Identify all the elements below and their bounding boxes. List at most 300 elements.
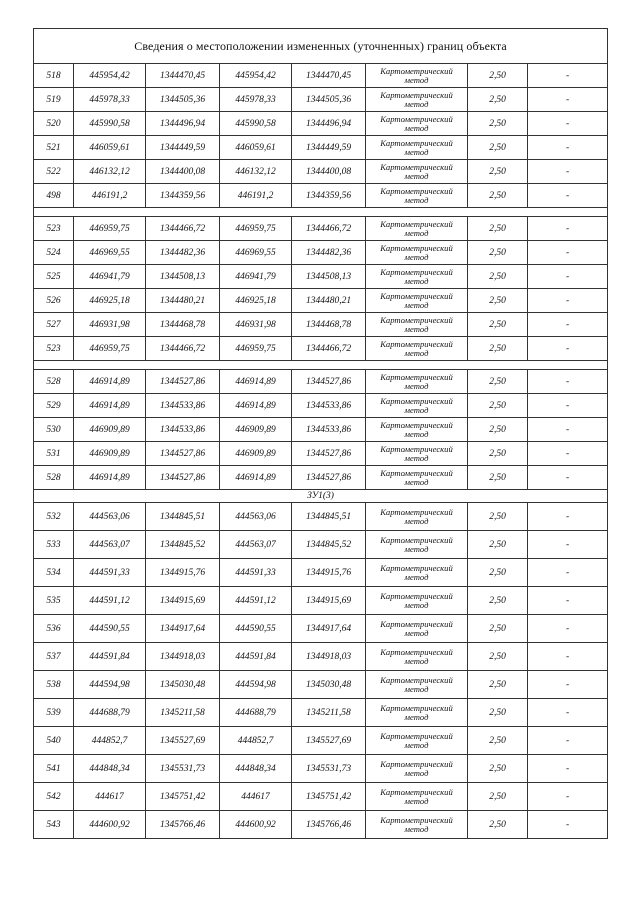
cell-x2: 446909,89	[220, 418, 292, 442]
cell-x2: 444852,7	[220, 727, 292, 755]
method-line-2: метод	[404, 452, 429, 463]
table-row	[34, 370, 608, 394]
cell-y1: 1344533,86	[146, 394, 220, 418]
cell-method	[366, 615, 468, 643]
cell-y2: 1344527,86	[292, 442, 366, 466]
cell-x2: 446059,61	[220, 136, 292, 160]
cell-x2: 446132,12	[220, 160, 292, 184]
method-line-1: Картометрический	[380, 395, 453, 406]
cell-d: -	[528, 160, 608, 184]
cell-x1: 444591,33	[74, 559, 146, 587]
cell-d: -	[528, 289, 608, 313]
cell-method	[366, 783, 468, 811]
method-line-1: Картометрический	[380, 185, 453, 196]
cell-y1: 1344466,72	[146, 337, 220, 361]
method-line-2: метод	[404, 599, 429, 610]
method-line-1: Картометрический	[380, 562, 453, 573]
cell-method	[366, 755, 468, 783]
table-row	[34, 112, 608, 136]
cell-method	[366, 289, 468, 313]
cell-y1: 1344508,13	[146, 265, 220, 289]
cell-n: 542	[34, 783, 74, 811]
cell-x1: 444848,34	[74, 755, 146, 783]
table-row	[34, 64, 608, 88]
cell-d: -	[528, 503, 608, 531]
cell-method	[366, 112, 468, 136]
table-row	[34, 136, 608, 160]
method-line-2: метод	[404, 74, 429, 85]
cell-n: 529	[34, 394, 74, 418]
cell-y2: 1344480,21	[292, 289, 366, 313]
cell-d: -	[528, 466, 608, 490]
cell-n: 539	[34, 699, 74, 727]
cell-x1: 446914,89	[74, 466, 146, 490]
cell-x2: 446925,18	[220, 289, 292, 313]
cell-x1: 446059,61	[74, 136, 146, 160]
cell-x1: 445954,42	[74, 64, 146, 88]
cell-x1: 444617	[74, 783, 146, 811]
table-row	[34, 241, 608, 265]
cell-x2: 445978,33	[220, 88, 292, 112]
cell-n: 532	[34, 503, 74, 531]
cell-method	[366, 64, 468, 88]
method-line-2: метод	[404, 683, 429, 694]
method-line-2: метод	[404, 739, 429, 750]
cell-n: 538	[34, 671, 74, 699]
cell-d: -	[528, 88, 608, 112]
cell-y1: 1345751,42	[146, 783, 220, 811]
cell-x2: 446914,89	[220, 466, 292, 490]
cell-mt: 2,50	[468, 184, 528, 208]
method-line-1: Картометрический	[380, 419, 453, 430]
cell-method	[366, 160, 468, 184]
cell-n: 522	[34, 160, 74, 184]
cell-y1: 1345030,48	[146, 671, 220, 699]
table-row	[34, 418, 608, 442]
cell-y1: 1345531,73	[146, 755, 220, 783]
cell-x2: 444590,55	[220, 615, 292, 643]
cell-x1: 444590,55	[74, 615, 146, 643]
cell-y1: 1344466,72	[146, 217, 220, 241]
table-row	[34, 783, 608, 811]
cell-method	[366, 811, 468, 839]
cell-y1: 1344918,03	[146, 643, 220, 671]
cell-x1: 446909,89	[74, 442, 146, 466]
cell-mt: 2,50	[468, 370, 528, 394]
cell-mt: 2,50	[468, 160, 528, 184]
cell-mt: 2,50	[468, 783, 528, 811]
cell-mt: 2,50	[468, 755, 528, 783]
cell-mt: 2,50	[468, 727, 528, 755]
cell-method	[366, 136, 468, 160]
cell-x2: 446959,75	[220, 337, 292, 361]
cell-method	[366, 88, 468, 112]
cell-x2: 446959,75	[220, 217, 292, 241]
cell-mt: 2,50	[468, 699, 528, 727]
method-line-2: метод	[404, 655, 429, 666]
cell-y1: 1344482,36	[146, 241, 220, 265]
method-line-2: метод	[404, 404, 429, 415]
document-sheet	[33, 28, 607, 839]
method-line-2: метод	[404, 251, 429, 262]
table-row	[34, 394, 608, 418]
cell-y1: 1344533,86	[146, 418, 220, 442]
method-line-2: метод	[404, 795, 429, 806]
method-line-1: Картометрический	[380, 674, 453, 685]
cell-n: 525	[34, 265, 74, 289]
cell-y2: 1344917,64	[292, 615, 366, 643]
method-line-2: метод	[404, 323, 429, 334]
cell-method	[366, 217, 468, 241]
cell-method	[366, 503, 468, 531]
method-line-1: Картометрический	[380, 338, 453, 349]
cell-y2: 1344533,86	[292, 418, 366, 442]
cell-d: -	[528, 727, 608, 755]
cell-mt: 2,50	[468, 615, 528, 643]
cell-method	[366, 265, 468, 289]
cell-method	[366, 418, 468, 442]
method-line-1: Картометрический	[380, 506, 453, 517]
method-line-1: Картометрический	[380, 266, 453, 277]
cell-y1: 1344505,36	[146, 88, 220, 112]
table-row	[34, 559, 608, 587]
cell-d: -	[528, 442, 608, 466]
cell-mt: 2,50	[468, 531, 528, 559]
cell-n: 524	[34, 241, 74, 265]
cell-x1: 446925,18	[74, 289, 146, 313]
method-line-2: метод	[404, 823, 429, 834]
cell-y1: 1345527,69	[146, 727, 220, 755]
cell-n: 537	[34, 643, 74, 671]
method-line-2: метод	[404, 347, 429, 358]
table-row	[34, 337, 608, 361]
cell-n: 526	[34, 289, 74, 313]
cell-mt: 2,50	[468, 811, 528, 839]
table-row	[34, 531, 608, 559]
cell-y1: 1344845,52	[146, 531, 220, 559]
cell-method	[366, 394, 468, 418]
cell-x1: 444852,7	[74, 727, 146, 755]
cell-y2: 1344466,72	[292, 337, 366, 361]
cell-n: 528	[34, 370, 74, 394]
zone-label-row	[34, 490, 608, 503]
title-row	[34, 29, 608, 64]
method-line-2: метод	[404, 571, 429, 582]
cell-x1: 446959,75	[74, 337, 146, 361]
cell-mt: 2,50	[468, 394, 528, 418]
cell-mt: 2,50	[468, 466, 528, 490]
cell-y1: 1344845,51	[146, 503, 220, 531]
cell-d: -	[528, 418, 608, 442]
cell-mt: 2,50	[468, 88, 528, 112]
cell-mt: 2,50	[468, 442, 528, 466]
cell-d: -	[528, 265, 608, 289]
cell-y2: 1344466,72	[292, 217, 366, 241]
cell-d: -	[528, 559, 608, 587]
cell-x2: 444617	[220, 783, 292, 811]
cell-x2: 444591,84	[220, 643, 292, 671]
cell-d: -	[528, 755, 608, 783]
cell-method	[366, 241, 468, 265]
method-line-1: Картометрический	[380, 290, 453, 301]
cell-y1: 1345766,46	[146, 811, 220, 839]
cell-method	[366, 559, 468, 587]
cell-method	[366, 587, 468, 615]
method-line-2: метод	[404, 98, 429, 109]
method-line-1: Картометрический	[380, 89, 453, 100]
cell-method	[366, 727, 468, 755]
cell-y2: 1344915,76	[292, 559, 366, 587]
method-line-1: Картометрический	[380, 758, 453, 769]
cell-x2: 446931,98	[220, 313, 292, 337]
cell-mt: 2,50	[468, 587, 528, 615]
cell-x1: 446191,2	[74, 184, 146, 208]
cell-x2: 445990,58	[220, 112, 292, 136]
table-title: Сведения о местоположении измененных (уточненных) границ объекта	[34, 29, 608, 64]
method-line-1: Картометрический	[380, 65, 453, 76]
cell-x1: 446909,89	[74, 418, 146, 442]
cell-y2: 1344359,56	[292, 184, 366, 208]
table-row	[34, 313, 608, 337]
cell-y2: 1345531,73	[292, 755, 366, 783]
cell-x1: 444563,07	[74, 531, 146, 559]
table-row	[34, 727, 608, 755]
cell-y2: 1345211,58	[292, 699, 366, 727]
cell-d: -	[528, 394, 608, 418]
cell-x2: 444848,34	[220, 755, 292, 783]
table-row	[34, 265, 608, 289]
method-line-1: Картометрический	[380, 443, 453, 454]
cell-method	[366, 643, 468, 671]
table-row	[34, 88, 608, 112]
table-row	[34, 643, 608, 671]
method-line-1: Картометрический	[380, 113, 453, 124]
cell-y2: 1344918,03	[292, 643, 366, 671]
cell-y1: 1344449,59	[146, 136, 220, 160]
cell-x2: 444591,33	[220, 559, 292, 587]
cell-x1: 446941,79	[74, 265, 146, 289]
cell-mt: 2,50	[468, 418, 528, 442]
method-line-2: метод	[404, 380, 429, 391]
cell-d: -	[528, 783, 608, 811]
cell-x1: 446132,12	[74, 160, 146, 184]
cell-method	[366, 184, 468, 208]
cell-d: -	[528, 615, 608, 643]
cell-n: 520	[34, 112, 74, 136]
cell-n: 521	[34, 136, 74, 160]
cell-y2: 1344449,59	[292, 136, 366, 160]
method-line-2: метод	[404, 627, 429, 638]
cell-y2: 1344400,08	[292, 160, 366, 184]
method-line-1: Картометрический	[380, 590, 453, 601]
cell-x1: 444563,06	[74, 503, 146, 531]
cell-method	[366, 531, 468, 559]
cell-mt: 2,50	[468, 289, 528, 313]
method-line-2: метод	[404, 122, 429, 133]
cell-x1: 446914,89	[74, 394, 146, 418]
cell-d: -	[528, 643, 608, 671]
cell-y2: 1344505,36	[292, 88, 366, 112]
cell-mt: 2,50	[468, 503, 528, 531]
cell-y2: 1344845,52	[292, 531, 366, 559]
cell-y1: 1344359,56	[146, 184, 220, 208]
cell-n: 528	[34, 466, 74, 490]
cell-method	[366, 442, 468, 466]
table-row	[34, 755, 608, 783]
cell-n: 534	[34, 559, 74, 587]
cell-mt: 2,50	[468, 112, 528, 136]
cell-mt: 2,50	[468, 671, 528, 699]
cell-n: 530	[34, 418, 74, 442]
cell-mt: 2,50	[468, 64, 528, 88]
cell-x1: 445990,58	[74, 112, 146, 136]
table-row	[34, 217, 608, 241]
cell-mt: 2,50	[468, 559, 528, 587]
cell-d: -	[528, 64, 608, 88]
method-line-1: Картометрический	[380, 702, 453, 713]
cell-d: -	[528, 587, 608, 615]
cell-x1: 444591,12	[74, 587, 146, 615]
table-body	[34, 29, 608, 839]
method-line-1: Картометрический	[380, 161, 453, 172]
cell-x2: 446914,89	[220, 394, 292, 418]
table-row	[34, 160, 608, 184]
cell-n: 535	[34, 587, 74, 615]
cell-d: -	[528, 531, 608, 559]
method-line-1: Картометрический	[380, 618, 453, 629]
cell-d: -	[528, 217, 608, 241]
cell-x2: 446914,89	[220, 370, 292, 394]
cell-x2: 444688,79	[220, 699, 292, 727]
table-row	[34, 587, 608, 615]
method-line-1: Картометрический	[380, 786, 453, 797]
separator-cell	[34, 208, 608, 217]
cell-n: 518	[34, 64, 74, 88]
method-line-1: Картометрический	[380, 534, 453, 545]
cell-n: 523	[34, 217, 74, 241]
cell-x1: 444688,79	[74, 699, 146, 727]
cell-n: 498	[34, 184, 74, 208]
cell-mt: 2,50	[468, 265, 528, 289]
cell-x2: 444563,07	[220, 531, 292, 559]
cell-d: -	[528, 337, 608, 361]
cell-method	[366, 337, 468, 361]
cell-x2: 446909,89	[220, 442, 292, 466]
cell-y1: 1344400,08	[146, 160, 220, 184]
cell-y1: 1344527,86	[146, 466, 220, 490]
cell-x1: 446959,75	[74, 217, 146, 241]
cell-x1: 444594,98	[74, 671, 146, 699]
method-line-1: Картометрический	[380, 242, 453, 253]
cell-n: 543	[34, 811, 74, 839]
method-line-2: метод	[404, 170, 429, 181]
cell-y2: 1344470,45	[292, 64, 366, 88]
cell-x1: 445978,33	[74, 88, 146, 112]
cell-d: -	[528, 811, 608, 839]
cell-x2: 444563,06	[220, 503, 292, 531]
separator-row	[34, 361, 608, 370]
cell-n: 533	[34, 531, 74, 559]
cell-x2: 444594,98	[220, 671, 292, 699]
cell-n: 540	[34, 727, 74, 755]
method-line-1: Картометрический	[380, 646, 453, 657]
cell-method	[366, 699, 468, 727]
cell-d: -	[528, 671, 608, 699]
cell-y2: 1344527,86	[292, 466, 366, 490]
cell-y2: 1344482,36	[292, 241, 366, 265]
cell-x2: 446969,55	[220, 241, 292, 265]
cell-y1: 1344496,94	[146, 112, 220, 136]
cell-x1: 444600,92	[74, 811, 146, 839]
cell-mt: 2,50	[468, 136, 528, 160]
separator-row	[34, 208, 608, 217]
method-line-2: метод	[404, 428, 429, 439]
method-line-2: метод	[404, 543, 429, 554]
table-row	[34, 466, 608, 490]
cell-n: 527	[34, 313, 74, 337]
cell-mt: 2,50	[468, 313, 528, 337]
cell-y2: 1344468,78	[292, 313, 366, 337]
table-row	[34, 442, 608, 466]
cell-y1: 1345211,58	[146, 699, 220, 727]
cell-y1: 1344470,45	[146, 64, 220, 88]
cell-d: -	[528, 184, 608, 208]
zone-label: ЗУ1(3)	[34, 490, 608, 503]
cell-n: 519	[34, 88, 74, 112]
method-line-1: Картометрический	[380, 371, 453, 382]
cell-y2: 1345766,46	[292, 811, 366, 839]
method-line-1: Картометрический	[380, 467, 453, 478]
cell-x2: 444591,12	[220, 587, 292, 615]
cell-mt: 2,50	[468, 337, 528, 361]
cell-y2: 1345030,48	[292, 671, 366, 699]
cell-mt: 2,50	[468, 643, 528, 671]
cell-method	[366, 671, 468, 699]
method-line-2: метод	[404, 146, 429, 157]
cell-y2: 1344915,69	[292, 587, 366, 615]
cell-x1: 444591,84	[74, 643, 146, 671]
method-line-2: метод	[404, 515, 429, 526]
cell-d: -	[528, 370, 608, 394]
method-line-2: метод	[404, 299, 429, 310]
cell-mt: 2,50	[468, 217, 528, 241]
method-line-2: метод	[404, 275, 429, 286]
method-line-1: Картометрический	[380, 137, 453, 148]
cell-d: -	[528, 136, 608, 160]
cell-y2: 1345527,69	[292, 727, 366, 755]
cell-y1: 1344915,76	[146, 559, 220, 587]
cell-x1: 446969,55	[74, 241, 146, 265]
cell-mt: 2,50	[468, 241, 528, 265]
table-row	[34, 671, 608, 699]
cell-x2: 444600,92	[220, 811, 292, 839]
cell-n: 536	[34, 615, 74, 643]
table-row	[34, 184, 608, 208]
cell-y1: 1344468,78	[146, 313, 220, 337]
cell-y2: 1344533,86	[292, 394, 366, 418]
cell-y1: 1344527,86	[146, 442, 220, 466]
cell-n: 523	[34, 337, 74, 361]
method-line-2: метод	[404, 194, 429, 205]
cell-y2: 1344527,86	[292, 370, 366, 394]
table-row	[34, 811, 608, 839]
boundary-table	[33, 28, 608, 839]
cell-x2: 445954,42	[220, 64, 292, 88]
table-row	[34, 699, 608, 727]
cell-x1: 446931,98	[74, 313, 146, 337]
cell-y2: 1345751,42	[292, 783, 366, 811]
cell-method	[366, 370, 468, 394]
